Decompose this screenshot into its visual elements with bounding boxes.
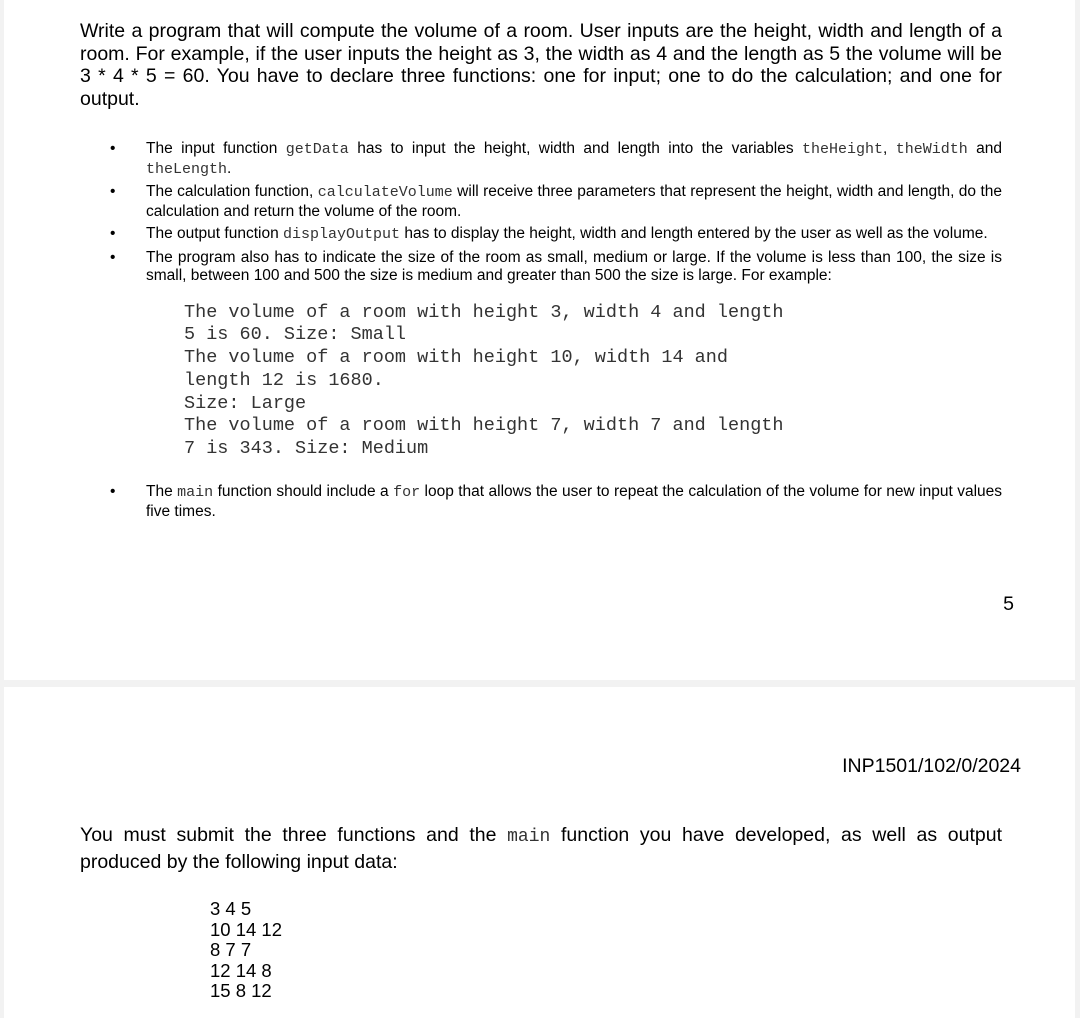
input-data-line: 15 8 12: [210, 980, 272, 1001]
list-item: • The input function getData has to input the height, width and length into the variables theHeight, theWidth and theLength.: [108, 140, 1002, 179]
example-output: The volume of a room with height 3, width 4 and length 5 is 60. Size: Small The volume of a room with height 10, width 14 and length 12 is 1680. Size: Large The volume of a room with height 7, width 7 and length 7 is 343. Size: Medium: [184, 301, 784, 460]
list-item: • The main function should include a for loop that allows the user to repeat the calculation of the volume for new input values five times.: [108, 483, 1002, 521]
list-item: • The program also has to indicate the size of the room as small, medium or large. If the volume is less than 100, the size is small, between 100 and 500 the size is medium and greater than 500 the size is large. For example: The volume of a room with height 3, width 4 and length 5 is 60. Size: Small The volume of a room with height 10, width 14 and length 12 is 1680. Size: Large The volume of a room with height 7, width 7 and length 7 is 343. Size: Medium: [108, 249, 1002, 462]
document-page-1: [4, 0, 1075, 680]
input-data-line: 10 14 12: [210, 918, 283, 940]
submission-instructions: You must submit the three functions and the main function you have developed, as well as output produced by the following input data:: [80, 824, 1002, 873]
input-data-line: 12 14 8: [210, 959, 272, 981]
module-reference-code: INP1501/102/0/2024: [842, 755, 1021, 777]
input-data-line: 8 7 7: [210, 939, 252, 960]
requirements-list: [108, 140, 1002, 525]
page-number: 5: [1003, 593, 1014, 615]
input-data-line: 3 4 5: [210, 898, 252, 919]
document-page-2: [4, 687, 1075, 1018]
list-item: • The output function displayOutput has to display the height, width and length entered by the user as well as the volume.: [108, 225, 1002, 245]
input-data-list: [210, 899, 282, 1002]
assignment-intro: Write a program that will compute the volume of a room. User inputs are the height, width and length of a room. For example, if the user inputs the height as 3, the width as 4 and the length as 5 the volume will be 3 * 4 * 5 = 60. You have to declare three functions: one for input; one to do the calculation; and one for output.: [80, 20, 1002, 110]
list-item: • The calculation function, calculateVolume will receive three parameters that represent the height, width and length, do the calculation and return the volume of the room.: [108, 183, 1002, 221]
